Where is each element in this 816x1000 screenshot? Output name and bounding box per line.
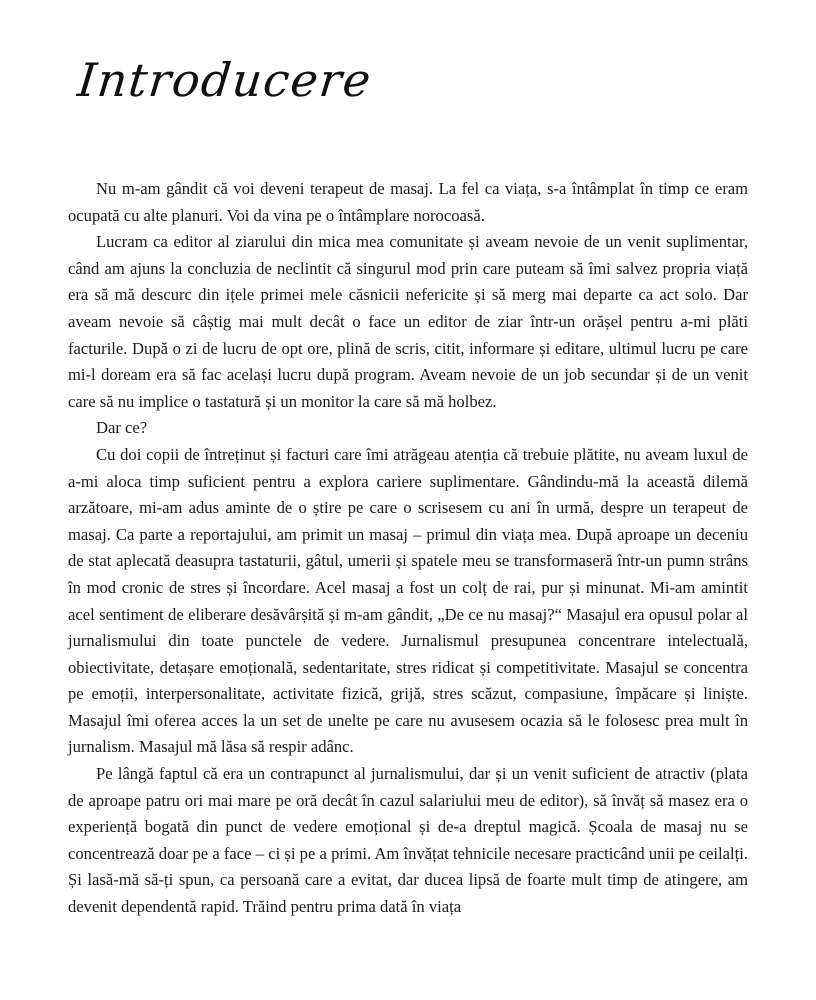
paragraph: Dar ce? (96, 418, 148, 438)
paragraph: Lucram ca editor al ziarului din mica mea comunitate și aveam nevoie de un venit suplimentar, când am ajuns la concluzia de neclintit că singurul mod prin care puteam să îmi salvez propria viață era să mă descurc din ițele primei mele căsnicii nefericite și să merg mai departe ca act solo. Dar aveam nevoie să câștig mai mult decât o face un editor de ziar într-un orășel pentru a-mi plăti facturile. După o zi de lucru de opt ore, plină de scris, citit, informare și editare, ultimul lucru pe care mi-l doream era să fac același lucru după program. Aveam nevoie de un job secundar și de un venit care să nu implice o tastatură și un monitor la care să mă holbez. (68, 232, 748, 411)
paragraph: Pe lângă faptul că era un contrapunct al jurnalismului, dar și un venit suficient de atractiv (plata de aproape patru ori mai mare pe oră decât în cazul salariului meu de editor), să învăț să masez era o experiență bogată din punct de vedere emoțional și de-a dreptul magică. Școala de masaj nu se concentrează doar pe a face – ci și pe a primi. Am învățat tehnicile necesare practicând unii pe ceilalți. Și lasă-mă să-ți spun, ca persoană care a evitat, dar ducea lipsă de foarte mult timp de atingere, am devenit dependentă rapid. Trăind pentru prima dată în viața (68, 764, 748, 917)
paragraph: Nu m-am gândit că voi deveni terapeut de masaj. La fel ca viața, s-a întâmplat în timp ce eram ocupată cu alte planuri. Voi da vina pe o întâmplare norocoasă. (68, 179, 748, 225)
chapter-title: Introducere (75, 52, 375, 107)
paragraph: Cu doi copii de întreținut și facturi care îmi atrăgeau atenția că trebuie plătite, nu aveam luxul de a-mi aloca timp suficient pentru a explora cariere suplimentare. Gândindu-mă la această dilemă arzătoare, mi-am adus aminte de o știre pe care o scrisesem cu ani în urmă, despre un terapeut de masaj. Ca parte a reportajului, am primit un masaj – primul din viața mea. După aproape un deceniu de stat aplecată deasupra tastaturii, gâtul, umerii și spatele meu se transformaseră într-un pumn strâns în mod cronic de stres și încordare. Acel masaj a fost un colț de rai, pur și minunat. Mi-am amintit acel sentiment de eliberare desăvârșită și m-am gândit, „De ce nu masaj?“ Masajul era opusul polar al jurnalismului din toate punctele de vedere. Jurnalismul presupunea concentrare intelectuală, obiectivitate, detașare emoțională, sedentaritate, stres ridicat și competitivitate. Masajul se concentra pe emoții, interpersonalitate, activitate fizică, grijă, stres scăzut, compasiune, împăcare și liniște. Masajul îmi oferea acces la un set de unelte pe care nu avusesem ocazia să le folosesc prea mult în jurnalism. Masajul mă lăsa să respir adânc. (68, 444, 748, 757)
body-text (68, 176, 748, 921)
